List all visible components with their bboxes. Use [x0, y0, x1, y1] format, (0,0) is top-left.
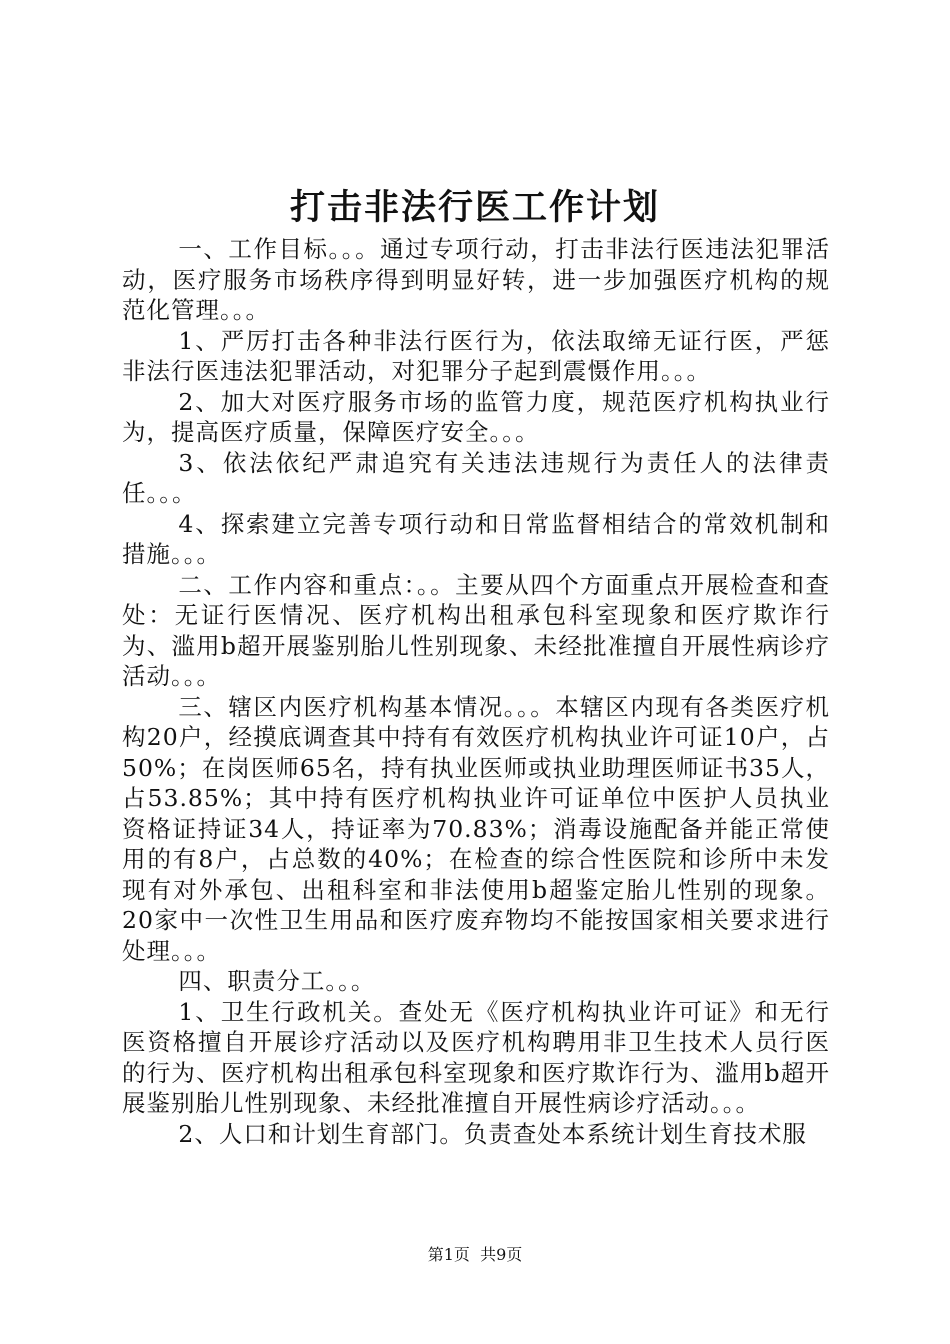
paragraph-duty-2: 2、人口和计划生育部门。负责查处本系统计划生育技术服	[178, 1119, 807, 1148]
paragraph-content-focus: 二、工作内容和重点：。。主要从四个方面重点开展检查和查处：无证行医情况、医疗机构出租承包科室现象和医疗欺诈行为、滥用b超开展鉴别胎儿性别现象、未经批准擅自开展性病诊疗活动。。。	[122, 570, 830, 690]
paragraph-goals: 一、工作目标。。。通过专项行动，打击非法行医违法犯罪活动，医疗服务市场秩序得到明显好转，进一步加强医疗机构的规范化管理。。。	[122, 235, 830, 324]
page-footer	[0, 1245, 950, 1265]
document-title: 打击非法行医工作计划	[289, 187, 660, 228]
paragraph-goal-4: 4、探索建立完善专项行动和日常监督相结合的常效机制和措施。。。	[122, 509, 830, 568]
paragraph-duty-1: 1、卫生行政机关。查处无《医疗机构执业许可证》和无行医资格擅自开展诊疗活动以及医疗机构聘用非卫生技术人员行医的行为、医疗机构出租承包科室现象和医疗欺诈行为、滥用b超开展鉴别胎儿性别现象、未经批准擅自开展性病诊疗活动。。。	[122, 997, 830, 1117]
document-body	[122, 234, 830, 1149]
page-total: 共9页	[480, 1245, 523, 1264]
paragraph-goal-2: 2、加大对医疗服务市场的监管力度，规范医疗机构执业行为，提高医疗质量，保障医疗安全。。。	[122, 387, 830, 446]
footer-spacer	[470, 1245, 480, 1264]
paragraph-duties-heading: 四、职责分工。。。	[178, 967, 376, 995]
paragraph-institution-status: 三、辖区内医疗机构基本情况。。。本辖区内现有各类医疗机构20户，经摸底调查其中持有有效医疗机构执业许可证10户，占50%；在岗医师65名，持有执业医师或执业助理医师证书35人，占53.85%；其中持有医疗机构执业许可证单位中医护人员执业资格证持证34人，持证率为70.83%；消毒设施配备并能正常使用的有8户，占总数的40%；在检查的综合性医院和诊所中未发现有对外承包、出租科室和非法使用b超鉴定胎儿性别的现象。20家中一次性卫生用品和医疗废弃物均不能按国家相关要求进行处理。。。	[122, 692, 830, 965]
paragraph-goal-3: 3、依法依纪严肃追究有关违法违规行为责任人的法律责任。。。	[122, 448, 830, 507]
page-number: 第1页	[427, 1245, 470, 1264]
paragraph-goal-1: 1、严厉打击各种非法行医行为，依法取缔无证行医，严惩非法行医违法犯罪活动，对犯罪分子起到震慑作用。。。	[122, 326, 830, 385]
